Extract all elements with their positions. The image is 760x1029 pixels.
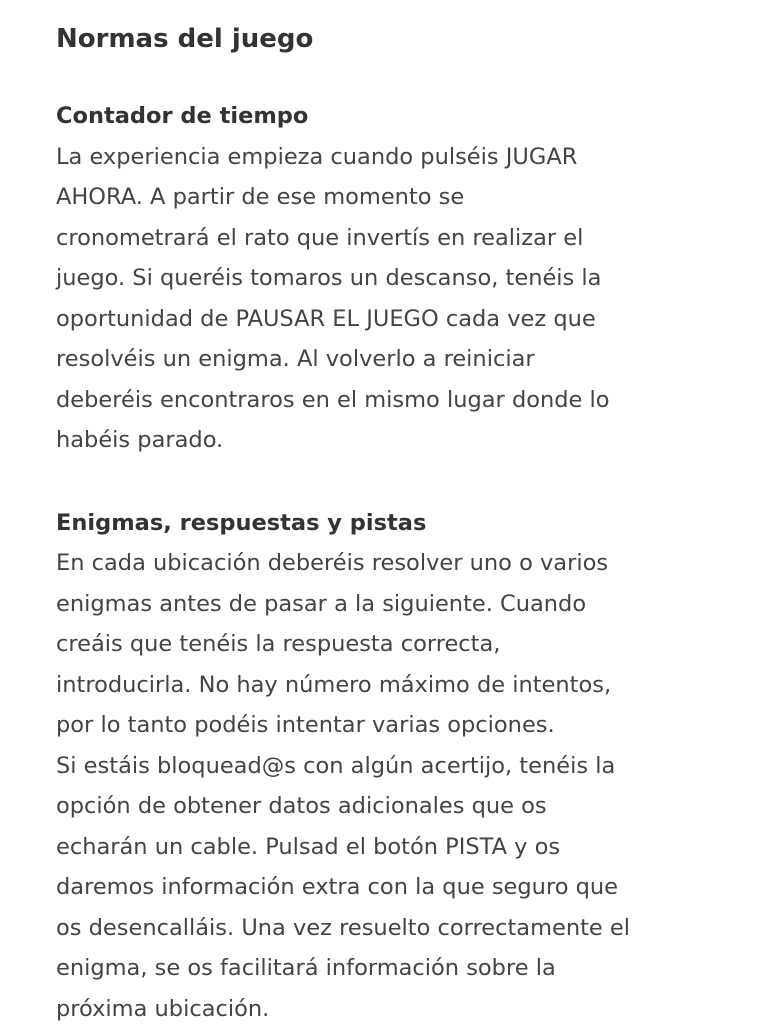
paragraph-line: deberéis encontraros en el mismo lugar donde lo [56,380,720,421]
paragraph-line: enigmas antes de pasar a la siguiente. Cuando [56,584,720,625]
paragraph-line: creáis que tenéis la respuesta correcta, [56,624,720,665]
paragraph-line: daremos información extra con la que seguro que [56,867,720,908]
paragraph-line: Si estáis bloquead@s con algún acertijo, tenéis la [56,746,720,787]
paragraph-line: os desencalláis. Una vez resuelto correctamente el [56,908,720,949]
section-title: Contador de tiempo [56,96,720,137]
section-title: Enigmas, respuestas y pistas [56,503,720,544]
paragraph-line: oportunidad de PAUSAR EL JUEGO cada vez que [56,299,720,340]
paragraph-line: opción de obtener datos adicionales que os [56,786,720,827]
paragraph-line: En cada ubicación deberéis resolver uno o varios [56,543,720,584]
paragraph-line: habéis parado. [56,420,720,461]
paragraph-line: echarán un cable. Pulsad el botón PISTA y os [56,827,720,868]
paragraph-line: por lo tanto podéis intentar varias opciones. [56,705,720,746]
paragraph-line: introducirla. No hay número máximo de intentos, [56,665,720,706]
paragraph-line: enigma, se os facilitará información sobre la [56,948,720,989]
paragraph-line: La experiencia empieza cuando pulséis JUGAR [56,137,720,178]
paragraph-line: cronometrará el rato que invertís en realizar el [56,218,720,259]
paragraph-line: próxima ubicación. [56,989,720,1029]
paragraph-line: resolvéis un enigma. Al volverlo a reiniciar [56,339,720,380]
section-enigmas [56,503,720,1029]
page-title: Normas del juego [56,18,720,60]
section-body [56,137,720,461]
section-time-counter [56,96,720,461]
paragraph-line: AHORA. A partir de ese momento se [56,177,720,218]
section-body [56,543,720,1029]
paragraph-line: juego. Si queréis tomaros un descanso, tenéis la [56,258,720,299]
